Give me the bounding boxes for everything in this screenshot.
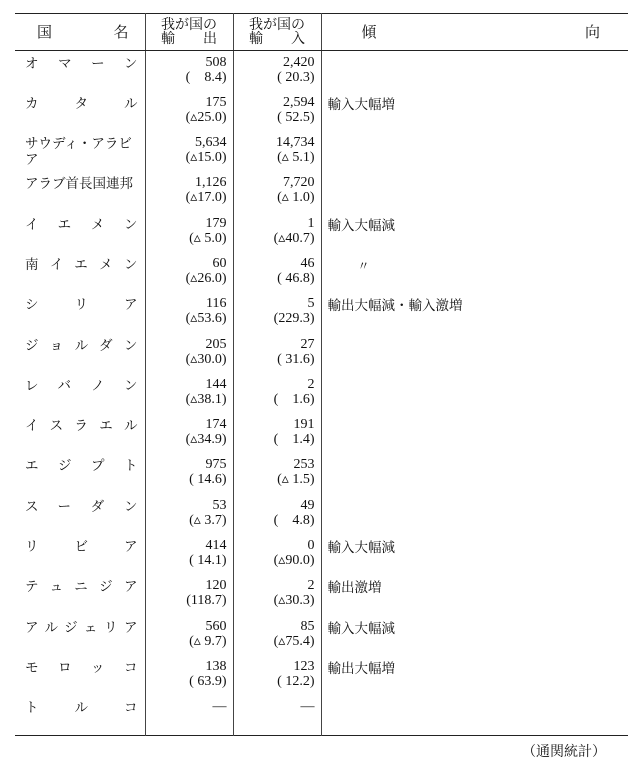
trend-cell [321, 292, 628, 332]
import-cell [233, 212, 321, 252]
export-cell [145, 292, 233, 332]
import-change: (▵ 5.1) [277, 150, 315, 166]
country-cell [15, 131, 145, 171]
export-value: 1,126 [195, 175, 227, 191]
header-export [145, 14, 233, 51]
import-cell [233, 252, 321, 292]
export-change: (▵26.0) [185, 270, 227, 286]
export-value: 560 [205, 618, 227, 634]
export-cell [145, 171, 233, 211]
country-cell [15, 212, 145, 252]
import-change: ( 12.2) [277, 673, 315, 689]
country-name: リビア [25, 539, 139, 556]
trend-text: 輸入大幅増 [327, 96, 395, 113]
header-trend [321, 14, 628, 51]
export-value: 116 [206, 296, 227, 312]
table-row [15, 171, 628, 211]
header-import-line1: 我が国の [249, 17, 305, 33]
table-row [15, 252, 628, 292]
import-change: (▵ 1.5) [277, 472, 315, 488]
export-change: ( 14.6) [189, 472, 227, 488]
export-value: 179 [205, 215, 227, 231]
import-value: 5 [307, 296, 315, 312]
country-cell [15, 292, 145, 332]
export-change: (▵25.0) [185, 109, 227, 125]
country-name: イスラエル [25, 418, 139, 435]
import-cell [233, 131, 321, 171]
country-name: レバノン [25, 377, 139, 394]
country-name: カタル [25, 95, 139, 112]
export-change: ( 63.9) [189, 673, 227, 689]
import-cell [233, 494, 321, 534]
country-name: シリア [25, 297, 139, 314]
table-row [15, 655, 628, 695]
trend-cell [321, 574, 628, 614]
trend-text: 輸出大幅増 [327, 660, 395, 677]
trend-cell [321, 373, 628, 413]
export-change: (▵30.0) [185, 351, 227, 367]
source-note: （通関統計） [522, 744, 606, 760]
import-change: (▵75.4) [273, 633, 315, 649]
export-value: 53 [212, 497, 227, 513]
export-value: 5,634 [195, 135, 227, 151]
trend-text: 輸入大幅減 [327, 217, 395, 234]
import-change: ( 20.3) [277, 70, 315, 85]
export-cell [145, 131, 233, 171]
header-export-line2: 輸 出 [161, 31, 217, 47]
import-value: 1 [307, 215, 315, 231]
trend-text: 〃 [357, 258, 370, 273]
table-row [15, 333, 628, 373]
header-trend-char: 向 [584, 23, 600, 41]
import-value: 253 [293, 457, 315, 473]
export-change: (118.7) [186, 593, 227, 609]
import-value: 2 [307, 578, 315, 594]
table-row [15, 615, 628, 655]
export-change: (▵15.0) [185, 150, 227, 166]
country-name: サウディ・アラビア [25, 136, 132, 169]
import-cell [233, 695, 321, 735]
country-name: モロッコ [25, 659, 139, 676]
country-name: オマーン [25, 56, 139, 72]
country-cell [15, 413, 145, 453]
header-country [15, 14, 145, 51]
trend-cell [321, 51, 628, 91]
trend-text: 輸出激増 [327, 580, 382, 597]
import-change: ( 46.8) [277, 270, 315, 286]
header-import [233, 14, 321, 51]
country-cell [15, 373, 145, 413]
export-value: 120 [205, 578, 227, 594]
header-trend-char: 傾 [361, 23, 377, 41]
table-row [15, 695, 628, 735]
import-cell [233, 413, 321, 453]
country-name: 南イエメン [25, 256, 139, 273]
export-value: 60 [212, 255, 227, 271]
export-cell [145, 91, 233, 131]
export-cell [145, 373, 233, 413]
import-cell [233, 171, 321, 211]
import-value: 27 [300, 336, 315, 352]
country-cell [15, 695, 145, 735]
import-value: 85 [300, 618, 315, 634]
import-value: 0 [307, 538, 315, 554]
import-cell [233, 373, 321, 413]
export-value: 205 [205, 336, 227, 352]
export-cell [145, 453, 233, 493]
import-change: ( 1.6) [273, 391, 315, 407]
import-change: ( 52.5) [277, 109, 315, 125]
import-cell [233, 91, 321, 131]
export-change: (▵53.6) [185, 311, 227, 327]
header-country-char: 名 [113, 23, 129, 41]
country-name: イエメン [25, 216, 139, 233]
country-cell [15, 655, 145, 695]
export-value: 508 [205, 55, 227, 70]
export-change: (▵ 3.7) [189, 512, 227, 528]
export-change: ( 14.1) [189, 553, 227, 569]
import-cell [233, 655, 321, 695]
trend-text: 輸出大幅減・輸入激増 [327, 298, 463, 315]
table-row [15, 51, 628, 91]
import-cell [233, 292, 321, 332]
country-cell [15, 333, 145, 373]
trend-cell [321, 534, 628, 574]
country-name: スーダン [25, 498, 139, 515]
import-value: 2 [307, 376, 315, 392]
country-name: アラブ首長国連邦 [25, 176, 133, 193]
export-change: (▵ 9.7) [189, 633, 227, 649]
export-change: (▵ 5.0) [189, 230, 227, 246]
trend-cell [321, 171, 628, 211]
import-change: (▵ 1.0) [277, 190, 315, 206]
import-change: (▵40.7) [273, 230, 315, 246]
trend-text: 輸入大幅減 [327, 540, 395, 557]
export-cell [145, 695, 233, 735]
table-row [15, 494, 628, 534]
import-change: ( 31.6) [277, 351, 315, 367]
country-name: アルジェリア [25, 619, 139, 636]
import-cell [233, 534, 321, 574]
trend-cell [321, 494, 628, 534]
table-row [15, 292, 628, 332]
header-import-line2: 輸 入 [249, 31, 305, 47]
export-change: ( 8.4) [185, 70, 227, 85]
country-cell [15, 615, 145, 655]
export-value: 975 [205, 457, 227, 473]
import-value: 123 [293, 658, 315, 674]
import-value: 49 [300, 497, 315, 513]
export-change: (▵17.0) [185, 190, 227, 206]
header-row [15, 14, 628, 51]
trend-cell [321, 695, 628, 735]
trade-table-sheet [15, 13, 628, 760]
import-value: 7,720 [283, 175, 315, 191]
country-name: エジプト [25, 458, 139, 475]
table-row [15, 373, 628, 413]
country-name: トルコ [25, 700, 139, 717]
trend-cell [321, 333, 628, 373]
export-cell [145, 534, 233, 574]
table-body [15, 51, 628, 736]
export-cell [145, 574, 233, 614]
trend-cell [321, 91, 628, 131]
export-cell [145, 212, 233, 252]
trend-cell [321, 453, 628, 493]
country-cell [15, 534, 145, 574]
country-cell [15, 252, 145, 292]
export-change: (▵38.1) [185, 391, 227, 407]
country-name: テュニジア [25, 579, 139, 596]
import-cell [233, 574, 321, 614]
trend-cell [321, 615, 628, 655]
table-row [15, 212, 628, 252]
country-cell [15, 494, 145, 534]
import-value: 2,594 [283, 94, 315, 110]
header-country-char: 国 [37, 23, 53, 41]
export-value: 175 [205, 94, 227, 110]
table-row [15, 574, 628, 614]
trend-cell [321, 413, 628, 453]
trend-cell [321, 212, 628, 252]
import-change: ( 1.4) [273, 432, 315, 448]
export-change: (▵34.9) [185, 432, 227, 448]
table-row [15, 131, 628, 171]
trend-text: 輸入大幅減 [327, 620, 395, 637]
table-row [15, 453, 628, 493]
country-cell [15, 91, 145, 131]
import-cell [233, 51, 321, 91]
table-row [15, 91, 628, 131]
export-cell [145, 413, 233, 453]
import-value: — [300, 699, 315, 715]
header-export-line1: 我が国の [161, 17, 217, 33]
country-cell [15, 574, 145, 614]
import-value: 14,734 [276, 135, 315, 151]
import-cell [233, 453, 321, 493]
table-row [15, 413, 628, 453]
export-cell [145, 51, 233, 91]
trend-cell [321, 252, 628, 292]
table-row [15, 534, 628, 574]
import-cell [233, 615, 321, 655]
import-change: (229.3) [273, 311, 315, 327]
export-cell [145, 494, 233, 534]
import-cell [233, 333, 321, 373]
export-value: 174 [205, 417, 227, 433]
country-cell [15, 51, 145, 91]
import-value: 191 [293, 417, 315, 433]
import-value: 46 [300, 255, 315, 271]
trend-cell [321, 655, 628, 695]
export-value: 144 [205, 376, 227, 392]
import-change: (▵30.3) [273, 593, 315, 609]
export-value: 138 [205, 658, 227, 674]
export-value: — [212, 699, 227, 715]
export-value: 414 [205, 538, 227, 554]
export-cell [145, 252, 233, 292]
country-cell [15, 453, 145, 493]
import-change: ( 4.8) [273, 512, 315, 528]
trade-table [15, 13, 628, 736]
country-cell [15, 171, 145, 211]
import-change: (▵90.0) [273, 553, 315, 569]
export-cell [145, 655, 233, 695]
export-cell [145, 615, 233, 655]
export-cell [145, 333, 233, 373]
trend-cell [321, 131, 628, 171]
import-value: 2,420 [283, 55, 315, 70]
country-name: ジョルダン [25, 337, 139, 354]
